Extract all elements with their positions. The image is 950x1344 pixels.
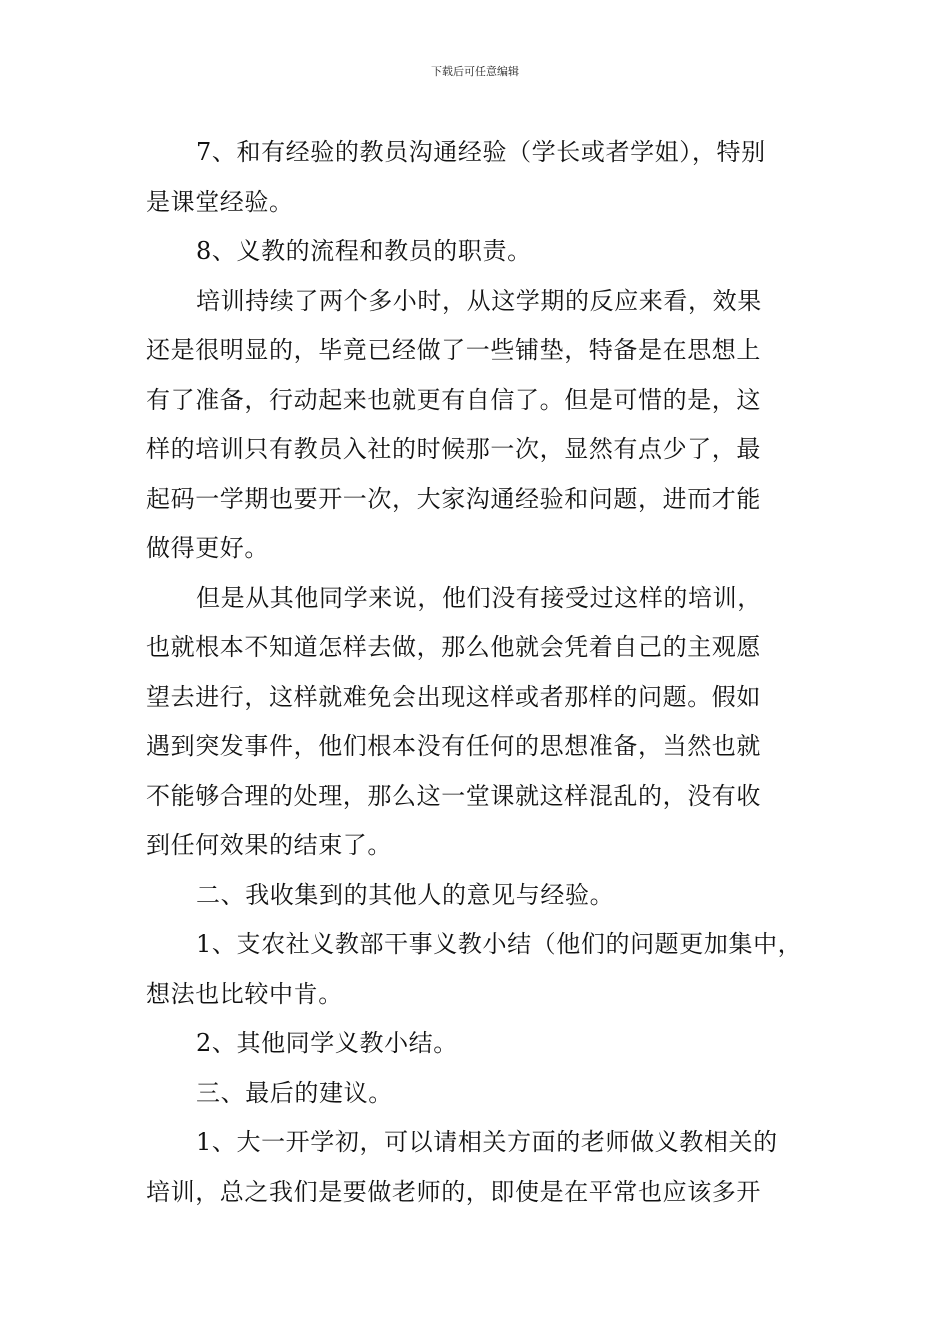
text-line: 7、和有经验的教员沟通经验（学长或者学姐），特别: [196, 138, 766, 166]
paragraph: [146, 1069, 812, 1119]
text-line: 2、其他同学义教小结。: [196, 1029, 458, 1057]
paragraph: [146, 871, 812, 921]
text-line: 样的培训只有教员入社的时候那一次，显然有点少了，最: [146, 435, 761, 463]
text-line: 望去进行，这样就难免会出现这样或者那样的问题。假如: [146, 682, 761, 711]
text-line: 有了准备，行动起来也就更有自信了。但是可惜的是，这: [146, 385, 761, 414]
text-line: 但是从其他同学来说，他们没有接受过这样的培训，: [196, 583, 762, 612]
text-line: 三、最后的建议。: [196, 1078, 393, 1107]
paragraph: [146, 128, 812, 227]
page-header: 下载后可任意编辑: [431, 65, 519, 78]
paragraph: [146, 920, 812, 1019]
paragraph: [146, 574, 812, 871]
text-line: 不能够合理的处理，那么这一堂课就这样混乱的，没有收: [146, 781, 761, 810]
text-line: 1、支农社义教部干事义教小结（他们的问题更加集中，: [196, 930, 803, 958]
text-line: 想法也比较中肯。: [146, 979, 343, 1008]
paragraph: [146, 277, 812, 574]
text-line: 还是很明显的，毕竟已经做了一些铺垫，特备是在思想上: [146, 336, 761, 364]
document-body: [146, 128, 812, 1217]
text-line: 8、义教的流程和教员的职责。: [196, 237, 532, 265]
paragraph: [146, 1019, 812, 1069]
text-line: 二、我收集到的其他人的意见与经验。: [196, 880, 615, 909]
paragraph: [146, 227, 812, 277]
text-line: 遇到突发事件，他们根本没有任何的思想准备，当然也就: [146, 732, 761, 760]
paragraph: [146, 1118, 812, 1217]
text-line: 是课堂经验。: [146, 187, 294, 216]
text-line: 做得更好。: [146, 534, 269, 562]
text-line: 培训持续了两个多小时，从这学期的反应来看，效果: [196, 286, 762, 315]
text-line: 也就根本不知道怎样去做，那么他就会凭着自己的主观愿: [146, 633, 761, 661]
text-line: 到任何效果的结束了。: [146, 831, 392, 859]
text-line: 起码一学期也要开一次，大家沟通经验和问题，进而才能: [146, 484, 761, 513]
text-line: 培训，总之我们是要做老师的，即使是在平常也应该多开: [146, 1177, 761, 1206]
text-line: 1、大一开学初，可以请相关方面的老师做义教相关的: [196, 1128, 778, 1156]
